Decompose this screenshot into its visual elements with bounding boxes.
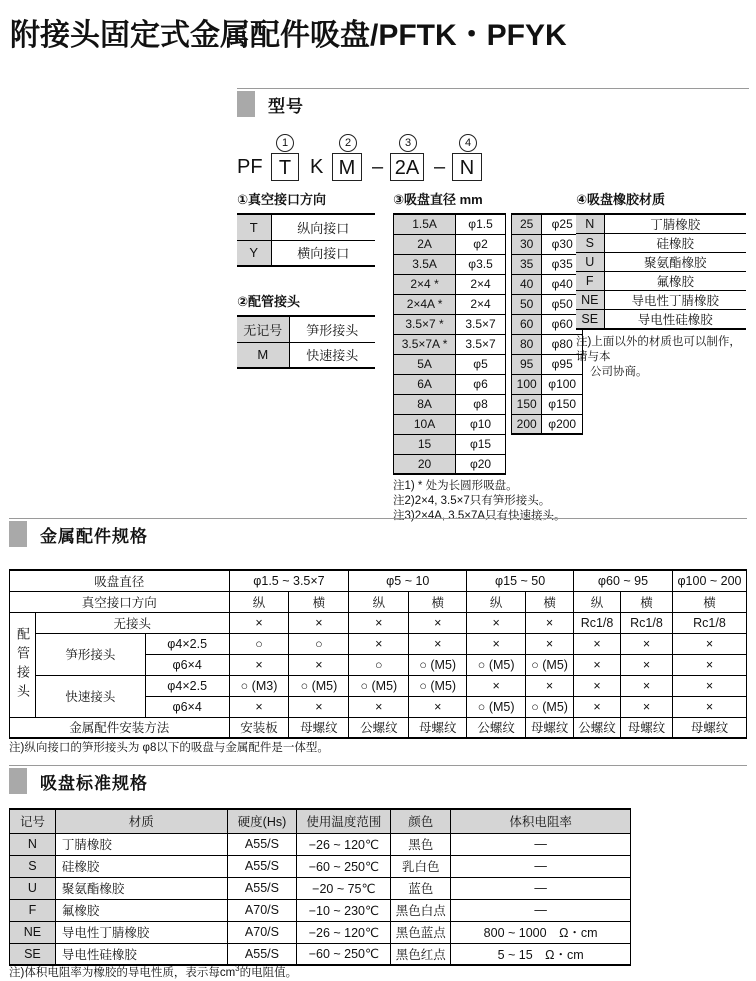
label-cell: 导电性丁腈橡胶 — [604, 291, 746, 310]
code-cell: 6A — [394, 374, 456, 394]
material-cell: 导电性硅橡胶 — [55, 943, 227, 965]
group-header: φ15 ~ 50 — [467, 570, 574, 591]
marker-2: 2 — [339, 134, 357, 152]
dir-cell: 横 — [621, 591, 673, 612]
dir-cell: 横 — [672, 591, 746, 612]
value-cell: φ35 — [542, 254, 583, 274]
code-cell: T — [237, 214, 271, 240]
hardness-cell: A55/S — [227, 855, 297, 877]
table-row — [511, 374, 582, 394]
table-row — [511, 354, 582, 374]
value-cell: φ2 — [456, 234, 506, 254]
material-cell: 聚氨酯橡胶 — [55, 877, 227, 899]
value-cell: × — [289, 612, 349, 633]
hardness-cell: A55/S — [227, 877, 297, 899]
rubber-material-table — [576, 213, 746, 330]
header-row — [10, 809, 631, 833]
value-cell: ○ — [229, 633, 289, 654]
metal-spec-header — [9, 521, 747, 547]
corner-cell: 真空接口方向 — [10, 591, 230, 612]
code-cell: 80 — [511, 334, 541, 354]
value-cell: φ95 — [542, 354, 583, 374]
model-section — [237, 88, 749, 523]
value-cell: × — [229, 612, 289, 633]
code-cell: 20 — [394, 454, 456, 474]
value-cell: 母螺纹 — [621, 717, 673, 738]
metal-fitting-spec-table — [9, 569, 747, 739]
value-cell: 3.5×7 — [456, 334, 506, 354]
dir-cell: 横 — [409, 591, 467, 612]
temp-cell: −60 ~ 250℃ — [297, 855, 391, 877]
value-cell: × — [349, 696, 409, 717]
value-cell: × — [672, 633, 746, 654]
table-row — [394, 354, 506, 374]
value-cell: ○ (M5) — [349, 675, 409, 696]
dir-cell: 纵 — [467, 591, 526, 612]
diameter-note-1: 注1) * 处为长圆形吸盘。 — [393, 480, 518, 492]
value-cell: φ30 — [542, 234, 583, 254]
value-cell: φ6 — [456, 374, 506, 394]
code-cell: 1.5A — [394, 214, 456, 234]
col-header: 颜色 — [391, 809, 451, 833]
temp-cell: −26 ~ 120℃ — [297, 921, 391, 943]
model-code-box-fitting: M — [332, 153, 362, 181]
value-cell: φ40 — [542, 274, 583, 294]
value-cell: × — [574, 654, 621, 675]
label-cell: 硅橡胶 — [604, 234, 746, 253]
dir-cell: 纵 — [349, 591, 409, 612]
material-note-line1: 注)上面以外的材质也可以制作，请与本 — [576, 336, 741, 364]
pipe-fitting-table — [237, 315, 375, 369]
code-cell: U — [576, 253, 604, 272]
code-cell: S — [576, 234, 604, 253]
value-cell: × — [526, 633, 574, 654]
note-prefix: 注)体积电阻率为橡胶的导电性质，表示每cm — [9, 966, 236, 979]
table-row — [511, 234, 582, 254]
temp-cell: −20 ~ 75℃ — [297, 877, 391, 899]
code-cell: U — [10, 877, 56, 899]
marker-4: 4 — [459, 134, 477, 152]
code-cell: SE — [576, 310, 604, 330]
metal-spec-title: 金属配件规格 — [40, 526, 148, 546]
standard-table-note — [9, 964, 297, 981]
model-section-title: 型号 — [268, 96, 304, 116]
column-diameter — [393, 189, 583, 525]
code-cell: 3.5×7 * — [394, 314, 456, 334]
color-cell: 黑色 — [391, 833, 451, 855]
table-row — [237, 342, 375, 368]
code-cell: Y — [237, 240, 271, 266]
code-cell: SE — [10, 943, 56, 965]
label-cell: 丁腈橡胶 — [604, 214, 746, 234]
sub-label: φ4×2.5 — [145, 633, 229, 654]
row-label: 无接头 — [35, 612, 229, 633]
vacuum-port-direction-table — [237, 213, 375, 267]
table-row — [10, 899, 631, 921]
material-cell: 氟橡胶 — [55, 899, 227, 921]
section-tab-marker — [237, 91, 255, 117]
model-code-box-direction: T — [271, 153, 299, 181]
code-cell: N — [10, 833, 56, 855]
sub-label: φ6×4 — [145, 654, 229, 675]
metal-table-note: 注)纵向接口的笋形接头为 φ8以下的吸盘与金属配件是一体型。 — [9, 742, 329, 754]
value-cell: 母螺纹 — [289, 717, 349, 738]
table-row — [394, 394, 506, 414]
note-suffix: 的电阻值。 — [239, 966, 298, 979]
table3-heading: ③吸盘直径 mm — [393, 192, 483, 207]
temp-cell: −10 ~ 230℃ — [297, 899, 391, 921]
value-cell: × — [621, 696, 673, 717]
value-cell: × — [672, 654, 746, 675]
table-row — [511, 334, 582, 354]
material-note-line2: 公司协商。 — [590, 366, 648, 379]
value-cell: ○ (M5) — [467, 696, 526, 717]
row-quick-425 — [10, 675, 747, 696]
table-row — [576, 310, 746, 330]
code-cell: 8A — [394, 394, 456, 414]
color-cell: 蓝色 — [391, 877, 451, 899]
value-cell: 公螺纹 — [574, 717, 621, 738]
value-cell: × — [526, 612, 574, 633]
table-row — [511, 274, 582, 294]
code-cell: 25 — [511, 214, 541, 234]
color-cell: 黑色白点 — [391, 899, 451, 921]
model-section-header — [237, 91, 749, 117]
code-cell: 35 — [511, 254, 541, 274]
table-row — [394, 334, 506, 354]
value-cell: 母螺纹 — [409, 717, 467, 738]
group-header: φ100 ~ 200 — [672, 570, 746, 591]
value-cell: 公螺纹 — [349, 717, 409, 738]
table-row — [394, 434, 506, 454]
code-cell: 3.5×7A * — [394, 334, 456, 354]
value-cell: × — [229, 696, 289, 717]
value-cell: Rc1/8 — [574, 612, 621, 633]
material-cell: 丁腈橡胶 — [55, 833, 227, 855]
value-cell: φ100 — [542, 374, 583, 394]
standard-spec-header — [9, 768, 747, 794]
model-code-dash-1: – — [372, 156, 384, 178]
value-cell: ○ (M5) — [409, 675, 467, 696]
value-cell: × — [349, 633, 409, 654]
label-cell: 导电性硅橡胶 — [637, 313, 713, 327]
table-row — [576, 234, 746, 253]
table-row — [576, 253, 746, 272]
dir-cell: 纵 — [574, 591, 621, 612]
label-cell: 氟橡胶 — [604, 272, 746, 291]
code-cell: 2A — [394, 234, 456, 254]
metal-spec-section — [9, 518, 747, 758]
resistivity-cell: — — [451, 877, 631, 899]
value-cell: × — [467, 612, 526, 633]
label-cell: 快速接头 — [306, 348, 359, 364]
diameter-table-right — [511, 213, 583, 435]
row-no-fitting — [10, 612, 747, 633]
hardness-cell: A70/S — [227, 921, 297, 943]
value-cell: × — [672, 696, 746, 717]
code-cell: 40 — [511, 274, 541, 294]
label-cell: 纵向接口 — [271, 214, 375, 240]
standard-spec-section — [9, 765, 747, 978]
value-cell: 母螺纹 — [526, 717, 574, 738]
value-cell: × — [467, 675, 526, 696]
row-label: 快速接头 — [35, 675, 145, 717]
resistivity-cell: 800 ~ 1000 Ω・cm — [451, 921, 631, 943]
side-label: 配管接头 — [10, 612, 36, 717]
diameter-note-3: 注3)2×4A, 3.5×7A只有快速接头。 — [393, 510, 566, 523]
col-header: 材质 — [55, 809, 227, 833]
dir-cell: 横 — [526, 591, 574, 612]
table-row — [394, 414, 506, 434]
sub-label: φ4×2.5 — [145, 675, 229, 696]
code-cell: 50 — [511, 294, 541, 314]
temp-cell: −60 ~ 250℃ — [297, 943, 391, 965]
value-cell: × — [409, 696, 467, 717]
table-row — [511, 314, 582, 334]
value-cell: ○ — [349, 654, 409, 675]
table-row — [10, 855, 631, 877]
standard-spec-table — [9, 808, 631, 966]
value-cell: φ10 — [456, 414, 506, 434]
value-cell: Rc1/8 — [672, 612, 746, 633]
value-cell: ○ (M5) — [409, 654, 467, 675]
value-cell: ○ (M3) — [229, 675, 289, 696]
code-cell: 95 — [511, 354, 541, 374]
dir-cell: 横 — [289, 591, 349, 612]
color-cell: 黑色蓝点 — [391, 921, 451, 943]
hardness-cell: A70/S — [227, 899, 297, 921]
code-cell: F — [10, 899, 56, 921]
table-row — [511, 414, 582, 434]
value-cell: 安装板 — [229, 717, 289, 738]
value-cell: × — [574, 696, 621, 717]
value-cell: × — [289, 696, 349, 717]
value-cell: ○ (M5) — [467, 654, 526, 675]
label-cell: 聚氨酯橡胶 — [604, 253, 746, 272]
table-row — [576, 214, 746, 234]
table2-heading: ②配管接头 — [237, 294, 301, 309]
code-cell: 150 — [511, 394, 541, 414]
table-row — [511, 214, 582, 234]
code-cell: N — [576, 214, 604, 234]
model-code-box-material: N — [452, 153, 482, 181]
value-cell: φ20 — [456, 454, 506, 474]
header-row-diameter — [10, 570, 747, 591]
hardness-cell: A55/S — [227, 833, 297, 855]
table-row — [10, 833, 631, 855]
table-row — [394, 294, 506, 314]
marker-1: 1 — [276, 134, 294, 152]
diameter-table-left — [393, 213, 506, 475]
hardness-cell: A55/S — [227, 943, 297, 965]
code-cell: 10A — [394, 414, 456, 434]
section-tab-marker — [9, 521, 27, 547]
code-cell: S — [10, 855, 56, 877]
table-row — [576, 272, 746, 291]
value-cell: φ50 — [542, 294, 583, 314]
value-cell: × — [409, 612, 467, 633]
value-cell: × — [409, 633, 467, 654]
resistivity-cell: — — [451, 855, 631, 877]
label-cell: 笋形接头 — [289, 316, 375, 342]
table-row — [394, 234, 506, 254]
column-port-direction — [237, 189, 387, 369]
value-cell: Rc1/8 — [621, 612, 673, 633]
col-header: 体积电阻率 — [451, 809, 631, 833]
code-cell: F — [576, 272, 604, 291]
value-cell: φ5 — [456, 354, 506, 374]
table-row — [394, 374, 506, 394]
group-header: φ1.5 ~ 3.5×7 — [229, 570, 349, 591]
table-row — [10, 921, 631, 943]
value-cell: × — [229, 654, 289, 675]
section-tab-marker — [9, 768, 27, 794]
material-cell: 导电性丁腈橡胶 — [55, 921, 227, 943]
value-cell: φ1.5 — [456, 214, 506, 234]
value-cell: ○ (M5) — [526, 696, 574, 717]
model-code-box-diameter: 2A — [390, 153, 424, 181]
table4-heading: ④吸盘橡胶材质 — [576, 192, 666, 207]
code-cell: M — [237, 342, 289, 368]
note-superscript: 3 — [235, 964, 240, 973]
code-cell: 30 — [511, 234, 541, 254]
code-cell: 5A — [394, 354, 456, 374]
value-cell: × — [467, 633, 526, 654]
value-cell: 公螺纹 — [467, 717, 526, 738]
value-cell: × — [621, 633, 673, 654]
code-cell: NE — [10, 921, 56, 943]
code-cell: 2×4 * — [394, 274, 456, 294]
value-cell: × — [526, 675, 574, 696]
value-cell: 2×4 — [456, 274, 506, 294]
value-cell: φ8 — [456, 394, 506, 414]
value-cell: × — [574, 675, 621, 696]
corner-cell: 吸盘直径 — [10, 570, 230, 591]
code-cell: 60 — [511, 314, 541, 334]
table1-heading: ①真空接口方向 — [237, 192, 327, 207]
table-row — [237, 316, 375, 342]
table-row — [394, 314, 506, 334]
resistivity-cell: — — [451, 899, 631, 921]
model-code-mid: K — [310, 156, 324, 178]
value-cell: φ200 — [542, 414, 583, 434]
column-material — [576, 189, 749, 381]
table-row — [511, 294, 582, 314]
value-cell: φ150 — [542, 394, 583, 414]
col-header: 使用温度范围 — [297, 809, 391, 833]
value-cell: φ3.5 — [456, 254, 506, 274]
row-mounting-method — [10, 717, 747, 738]
temp-cell: −26 ~ 120℃ — [297, 833, 391, 855]
value-cell: × — [574, 633, 621, 654]
header-row-direction — [10, 591, 747, 612]
code-cell: 100 — [511, 374, 541, 394]
value-cell: 母螺纹 — [672, 717, 746, 738]
code-cell: 3.5A — [394, 254, 456, 274]
table-row — [394, 454, 506, 474]
value-cell: × — [349, 612, 409, 633]
table-row — [511, 394, 582, 414]
row-barb-425 — [10, 633, 747, 654]
value-cell: ○ (M5) — [526, 654, 574, 675]
group-header: φ5 ~ 10 — [349, 570, 467, 591]
value-cell: ○ (M5) — [289, 675, 349, 696]
table-row — [576, 291, 746, 310]
value-cell: 2×4 — [456, 294, 506, 314]
value-cell: φ25 — [542, 214, 583, 234]
group-header: φ60 ~ 95 — [574, 570, 673, 591]
code-cell: NE — [576, 291, 604, 310]
value-cell: φ15 — [456, 434, 506, 454]
dir-cell: 纵 — [229, 591, 289, 612]
standard-spec-title: 吸盘标准规格 — [40, 773, 148, 793]
resistivity-cell: 5 ~ 15 Ω・cm — [451, 943, 631, 965]
code-cell: 15 — [394, 434, 456, 454]
value-cell: × — [621, 654, 673, 675]
table-row — [10, 877, 631, 899]
footer-label: 金属配件安装方法 — [10, 717, 230, 738]
diameter-note-2: 注2)2×4, 3.5×7只有笋形接头。 — [393, 495, 551, 508]
table-row — [394, 214, 506, 234]
table-row — [237, 214, 375, 240]
color-cell: 黑色红点 — [391, 943, 451, 965]
value-cell: φ60 — [542, 314, 583, 334]
table-row — [511, 254, 582, 274]
marker-3: 3 — [399, 134, 417, 152]
code-cell: 200 — [511, 414, 541, 434]
code-cell: 2×4A * — [394, 294, 456, 314]
value-cell: ○ — [289, 633, 349, 654]
sub-label: φ6×4 — [145, 696, 229, 717]
label-cell: 横向接口 — [297, 246, 350, 262]
value-cell: × — [621, 675, 673, 696]
color-cell: 乳白色 — [391, 855, 451, 877]
table-row — [394, 254, 506, 274]
code-cell: 无记号 — [237, 316, 289, 342]
col-header: 硬度(Hs) — [227, 809, 297, 833]
value-cell: 3.5×7 — [456, 314, 506, 334]
page-title: 附接头固定式金属配件吸盘/PFTK・PFYK — [10, 19, 567, 52]
row-label: 笋形接头 — [35, 633, 145, 675]
table-row — [237, 240, 375, 266]
resistivity-cell: — — [451, 833, 631, 855]
table-row — [394, 274, 506, 294]
value-cell: φ80 — [542, 334, 583, 354]
col-header: 记号 — [10, 809, 56, 833]
model-code-dash-2: – — [434, 156, 446, 178]
value-cell: × — [289, 654, 349, 675]
model-code-prefix: PF — [237, 156, 263, 178]
table-row — [10, 943, 631, 965]
material-cell: 硅橡胶 — [55, 855, 227, 877]
value-cell: × — [672, 675, 746, 696]
